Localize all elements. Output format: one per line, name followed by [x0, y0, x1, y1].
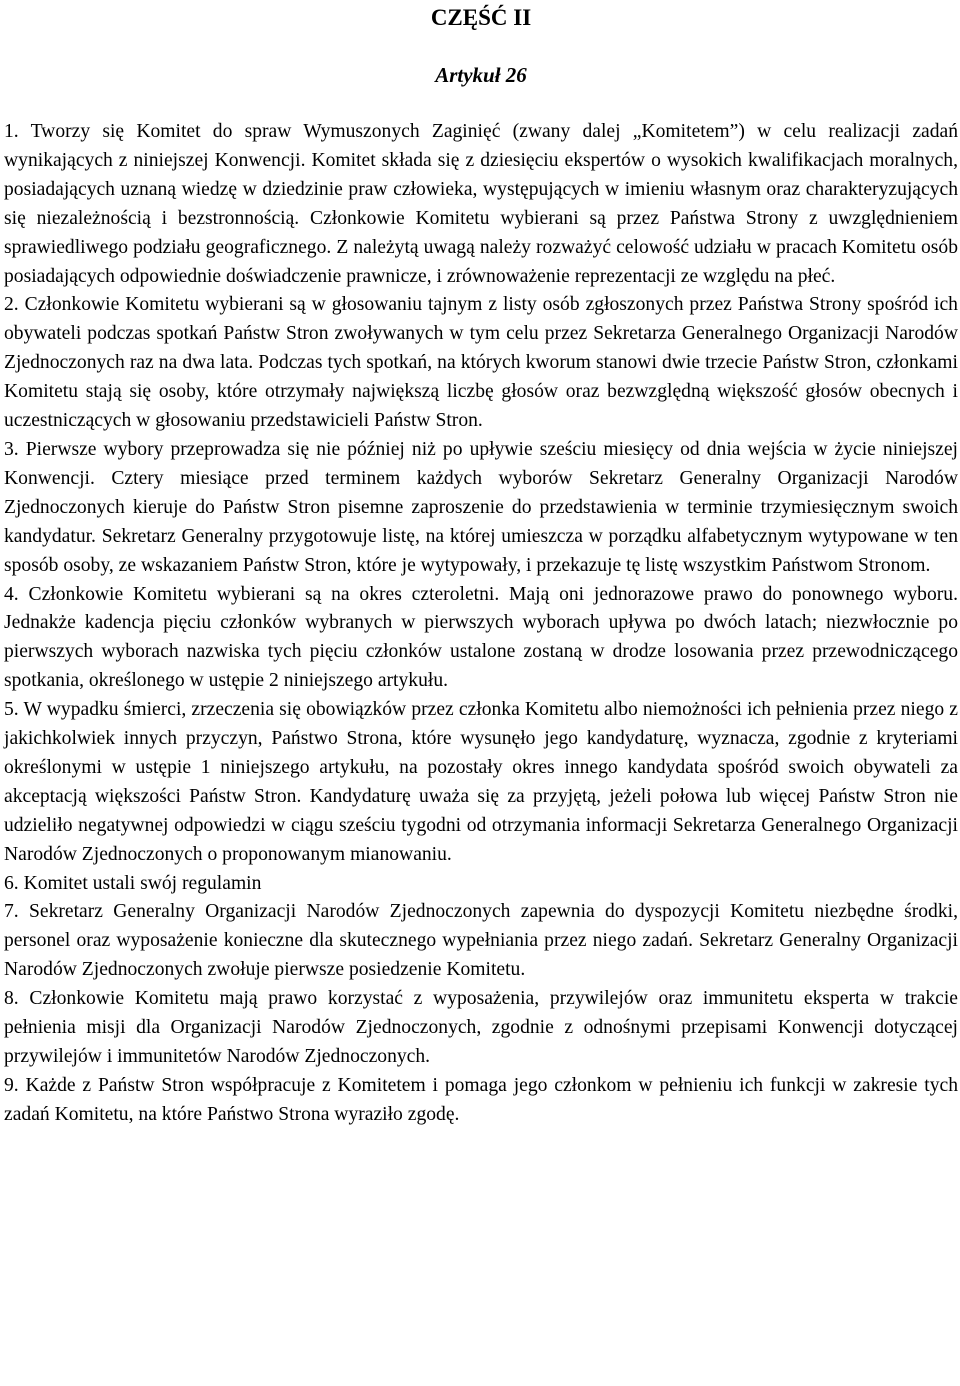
paragraph-number: 1. — [4, 121, 19, 142]
paragraph-text: Tworzy się Komitet do spraw Wymuszonych Zaginięć (zwany dalej „Komitetem”) w celu realizacji zadań wynikających z niniejszej Konwencji. Komitet składa się z dziesięciu ekspertów o wysokich kwalifikacjach moralnych, posiadających uznaną wiedzę w dziedzinie praw człowieka, występujących w imieniu własnym oraz charakteryzujących się niezależnością i bezstronnością. Członkowie Komitetu wybierani są przez Państwa Strony z uwzględnieniem sprawiedliwego podziału geograficznego. Z należytą uwagą należy rozważyć celowość udziału w pracach Komitetu osób posiadających odpowiednie doświadczenie prawnicze, i zrównoważenie reprezentacji ze względu na płeć. — [4, 121, 959, 287]
paragraph-7 — [4, 898, 958, 985]
paragraph-text: Członkowie Komitetu mają prawo korzystać z wyposażenia, przywilejów oraz immunitetu eksperta w trakcie pełnienia misji dla Organizacji Narodów Zjednoczonych, zgodnie z odnośnymi przepisami Konwencji dotyczącej przywilejów i immunitetów Narodów Zjednoczonych. — [4, 988, 958, 1067]
paragraph-number: 9. — [4, 1074, 19, 1096]
paragraph-8 — [4, 985, 958, 1072]
paragraph-text: Sekretarz Generalny Organizacji Narodów Zjednoczonych zapewnia do dyspozycji Komitetu niezbędne środki, personel oraz wyposażenie konieczne dla skutecznego wypełniania przez niego zadań. Sekretarz Generalny Organizacji Narodów Zjednoczonych zwołuje pierwsze posiedzenie Komitetu. — [4, 901, 958, 981]
paragraph-number: 5. — [4, 699, 19, 721]
paragraph-number: 6. — [4, 872, 19, 894]
paragraph-number: 4. — [4, 583, 19, 605]
article-body — [4, 118, 958, 1130]
paragraph-4 — [4, 581, 958, 697]
paragraph-text: Pierwsze wybory przeprowadza się nie później niż po upływie sześciu miesięcy od dnia wejścia w życie niniejszej Konwencji. Cztery miesiące przed terminem każdych wyborów Sekretarz Generalny Organizacji Narodów Zjednoczonych kieruje do Państw Stron pisemne zaproszenie do przedstawienia w terminie trzymiesięcznym swoich kandydatur. Sekretarz Generalny przygotowuje listę, na której umieszcza w porządku alfabetycznym wytypowane w ten sposób osoby, ze wskazaniem Państw Stron, które je wytypowały, i przekazuje tę listę wszystkim Państwom Stronom. — [4, 438, 958, 576]
paragraph-5 — [4, 696, 958, 869]
part-title: CZĘŚĆ II — [430, 5, 532, 30]
paragraph-number: 8. — [4, 988, 19, 1010]
paragraph-number: 3. — [4, 438, 19, 460]
paragraph-3 — [4, 436, 958, 581]
paragraph-number: 7. — [4, 901, 19, 923]
paragraph-text: Członkowie Komitetu wybierani są na okres czteroletni. Mają oni jednorazowe prawo do ponownego wyboru. Jednakże kadencja pięciu członków wybranych w pierwszych wyborach upływa po dwóch latach; niezwłocznie po pierwszych wyborach nazwiska tych pięciu członków ustalone zostaną w drodze losowania przez przewodniczącego spotkania, określonego w ustępie 2 niniejszego artykułu. — [4, 583, 958, 692]
paragraph-number: 2. — [4, 294, 19, 316]
paragraph-text: Członkowie Komitetu wybierani są w głosowaniu tajnym z listy osób zgłoszonych przez Państwa Strony spośród ich obywateli podczas spotkań Państw Stron zwoływanych w tym celu przez Sekretarza Generalnego Organizacji Narodów Zjednoczonych raz na dwa lata. Podczas tych spotkań, na których kworum stanowi dwie trzecie Państw Stron, członkami Komitetu stają się osoby, które otrzymały największą liczbę głosów oraz bezwzględną większość głosów obecnych i uczestniczących w głosowaniu przedstawicieli Państw Stron. — [4, 294, 958, 432]
paragraph-9 — [4, 1072, 958, 1130]
article-title: Artykuł 26 — [435, 63, 527, 87]
paragraph-1 — [4, 118, 958, 291]
paragraph-6 — [4, 870, 958, 899]
paragraph-text: Komitet ustali swój regulamin — [23, 872, 262, 894]
paragraph-text: W wypadku śmierci, zrzeczenia się obowiązków przez członka Komitetu albo niemożności ich pełnienia przez niego z jakichkolwiek innych przyczyn, Państwo Strona, które wysunęło jego kandydaturę, wyznacza, zgodnie z kryteriami określonymi w ustępie 1 niniejszego artykułu, na pozostały okres innego kandydata spośród swoich obywateli za akceptacją większości Państw Stron. Kandydaturę uważa się za przyjętą, jeżeli połowa lub więcej Państw Stron nie udzieliło negatywnej odpowiedzi w ciągu sześciu tygodni od otrzymania informacji Sekretarza Generalnego Organizacji Narodów Zjednoczonych o proponowanym mianowaniu. — [4, 699, 958, 865]
paragraph-text: Każde z Państw Stron współpracuje z Komitetem i pomaga jego członkom w pełnieniu ich funkcji w zakresie tych zadań Komitetu, na które Państwo Strona wyraziło zgodę. — [4, 1074, 958, 1125]
paragraph-2 — [4, 291, 958, 436]
